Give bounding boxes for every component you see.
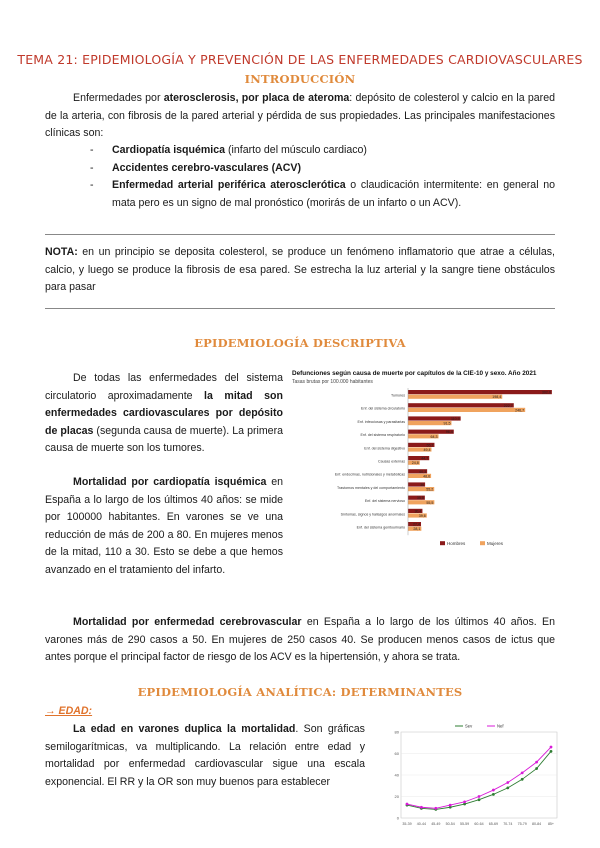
- data-label: 28,1: [413, 527, 421, 532]
- x-tick-label: 60-64: [474, 822, 484, 826]
- list-item: [90, 142, 555, 160]
- data-point-nef: [434, 807, 437, 810]
- heading-epidemiologia-descriptiva: EPIDEMIOLOGÍA DESCRIPTIVA: [194, 336, 406, 350]
- y-tick-label: 0: [396, 815, 399, 821]
- data-label: 55,5: [426, 500, 434, 505]
- edad-text-bold: La edad en varones duplica la mortalidad: [73, 723, 296, 735]
- y-tick-label: 20: [394, 794, 399, 799]
- x-tick-label: 75-79: [517, 822, 527, 826]
- divider: [45, 234, 555, 235]
- category-label: Síntomas, signos y hallazgos anormales: [340, 512, 405, 517]
- data-point-sev: [506, 787, 509, 790]
- category-label: Causas externas: [378, 459, 405, 464]
- category-label: Enf. del sistema nervioso: [364, 499, 405, 504]
- data-label: 36: [420, 483, 425, 487]
- list-item-bold: Enfermedad arterial periférica aterosclerótica: [112, 179, 346, 192]
- category-label: Enf. del sistema circulatorio: [361, 406, 405, 411]
- x-tick-label: 45-49: [431, 822, 441, 826]
- mortality-by-cause-chart: [290, 366, 570, 556]
- x-tick-label: 50-54: [445, 822, 455, 826]
- chart-subtitle: Tasas brutas por 100.000 habitantes: [292, 379, 373, 385]
- edad-text: . Son gráficas semilogarítmicas, va multiplicando. La relación entre edad y mortalidad por enfermedad cardiovascular sigue una escala exponencial. El RR y la OR son muy buenos para establecer: [45, 723, 365, 788]
- data-point-nef: [463, 800, 466, 803]
- nota-text: en un principio se deposita colesterol, se produce un fenómeno inflamatorio que atrae a células, calcio, y luego se produce la fibrosis de esa pared. Se estrecha la luz arterial y la sangre tiene obstáculos para pasar: [45, 246, 555, 294]
- x-tick-label: 85+: [547, 822, 555, 826]
- list-item: [90, 160, 555, 178]
- data-label: 96,4: [445, 430, 453, 435]
- data-point-nef: [506, 781, 509, 784]
- x-tick-label: 40-44: [416, 822, 427, 826]
- data-point-sev: [521, 778, 524, 781]
- x-tick-label: 80-84: [531, 822, 542, 826]
- edad-paragraph: [45, 721, 365, 791]
- data-point-sev: [535, 767, 538, 770]
- data-point-nef: [420, 806, 423, 809]
- data-label: 222,7: [503, 403, 513, 408]
- y-tick-label: 40: [394, 772, 399, 778]
- data-point-sev: [492, 793, 495, 796]
- data-point-nef: [550, 746, 553, 749]
- data-label: 35,5: [416, 496, 424, 501]
- desc-paragraph-3: [45, 614, 555, 667]
- desc-text-c: (segunda causa de muerte). La primera causa de muerte son los tumores.: [45, 424, 283, 455]
- desc-text-bold: la mitad son enfermedades cardiovasculares por depósito de placas: [45, 389, 283, 437]
- x-tick-label: 55-59: [459, 822, 470, 826]
- edad-label: → EDAD:: [45, 705, 93, 717]
- x-tick-label: 70-74: [503, 822, 513, 826]
- bar-mujeres: [408, 395, 502, 399]
- desc2-text: en España a lo largo de los últimos 40 años: se mide por 100000 habitantes. En varones se ve una reducción de más de 200 a 80. En mujeres menos de la mitad, 110 a 30. Esto se debe a que hemos avanzado en el tratamiento del infarto.: [45, 476, 283, 576]
- data-point-nef: [535, 761, 538, 764]
- legend-swatch-hombres: [440, 541, 445, 545]
- data-label: 27,4: [413, 522, 421, 527]
- category-label: Enf. endocrinas, nutricionales y metabólicas: [334, 472, 405, 477]
- intro-paragraph: [45, 90, 555, 143]
- data-point-nef: [406, 803, 409, 806]
- category-label: Enf. del sistema respiratorio: [360, 433, 405, 438]
- desc2-text-bold: Mortalidad por cardiopatía isquémica: [73, 476, 267, 488]
- category-label: Trastornos mentales y del comportamiento: [337, 485, 405, 490]
- list-item-bold: Accidentes cerebro-vasculares (ACV): [112, 161, 302, 174]
- data-label: 302,9: [541, 390, 551, 395]
- data-point-nef: [478, 795, 481, 798]
- category-label: Enf. infecciosas y parasitarias: [357, 419, 405, 424]
- data-label: 39,6: [418, 514, 426, 518]
- nota-paragraph: [45, 244, 555, 297]
- data-label: 30,4: [414, 509, 422, 514]
- category-label: Tumores: [390, 393, 405, 398]
- legend-label-mujeres: Mujeres: [487, 541, 504, 547]
- data-point-sev: [550, 750, 553, 753]
- list-item: [90, 177, 555, 212]
- desc-paragraph-2: [45, 474, 283, 580]
- desc3-text: en España a lo largo de los últimos 40 años. En varones más de 290 casos a 50. En mujeres de 250 casos 40. Se producen menos casos de ictus que antes porque el principal factor de riesgo de los ACV es la hipertensión, y ahora se trata.: [45, 616, 555, 664]
- desc-paragraph-1: [45, 370, 283, 458]
- category-label: Enf. del sistema digestivo: [364, 446, 405, 451]
- data-label: 24,8: [411, 461, 419, 466]
- legend-label-nef: Nef: [497, 723, 504, 729]
- data-point-sev: [478, 798, 481, 801]
- data-label: 110,9: [450, 417, 460, 421]
- intro-text-c: : depósito de colesterol y calcio en la pared de la arteria, con fibrosis de la pared arterial y pérdida de sus propiedades. Las principales manifestaciones clínicas son:: [45, 92, 555, 140]
- heading-epidemiologia-analitica: EPIDEMIOLOGÍA ANALÍTICA: DETERMINANTES: [137, 685, 463, 699]
- x-tick-label: 65-69: [488, 822, 499, 826]
- bar-hombres: [408, 390, 552, 394]
- desc-text-a: De todas las enfermedades del sistema circulatorio aproximadamente: [45, 372, 283, 402]
- data-label: 49,4: [423, 448, 431, 452]
- data-label: 55,7: [426, 443, 434, 448]
- y-tick-label: 60: [394, 751, 399, 756]
- list-item-text: (infarto del músculo cardiaco): [225, 144, 367, 156]
- category-label: Enf. del sistema genitourinario: [356, 525, 405, 530]
- list-item-bold: Cardiopatía isquémica: [112, 144, 226, 156]
- data-label: 91,5: [443, 421, 451, 426]
- nota-label: NOTA:: [45, 246, 78, 258]
- data-label: 198,4: [492, 395, 502, 400]
- intro-text-bold: aterosclerosis, por placa de ateroma: [163, 92, 350, 104]
- data-label: 44,7: [421, 456, 429, 461]
- data-point-nef: [492, 789, 495, 792]
- legend-swatch-mujeres: [480, 541, 485, 545]
- data-label: 55,2: [426, 487, 434, 492]
- data-label: 48,6: [423, 474, 431, 479]
- intro-text-a: Enfermedades por: [73, 92, 164, 104]
- heading-introduccion: INTRODUCCIÓN: [244, 72, 356, 86]
- bar-mujeres: [408, 408, 525, 412]
- document-title: TEMA 21: EPIDEMIOLOGÍA Y PREVENCIÓN DE LAS ENFERMEDADES CARDIOVASCULARES: [17, 52, 583, 67]
- data-label: 246,7: [515, 408, 525, 413]
- divider: [45, 308, 555, 309]
- age-mortality-chart: [385, 722, 565, 832]
- legend-label-sev: Sev: [465, 723, 473, 729]
- data-label: 64,3: [430, 434, 438, 439]
- legend-label-hombres: Hombres: [447, 541, 466, 547]
- data-point-nef: [449, 804, 452, 807]
- data-label: 40,3: [419, 469, 427, 474]
- manifestations-list: [90, 142, 555, 212]
- chart-title: Defunciones según causa de muerte por capítulos de la CIE-10 y sexo. Año 2021: [292, 370, 537, 377]
- bar-hombres: [408, 403, 514, 407]
- desc3-text-bold: Mortalidad por enfermedad cerebrovascular: [73, 616, 302, 628]
- x-tick-label: 35-39: [402, 822, 412, 826]
- list-item-text: o claudicación intermitente: en general no mata pero es un signo de mal pronóstico (morirás de un infarto o un ACV).: [112, 179, 555, 209]
- y-tick-label: 80: [394, 729, 399, 735]
- data-point-nef: [521, 771, 524, 774]
